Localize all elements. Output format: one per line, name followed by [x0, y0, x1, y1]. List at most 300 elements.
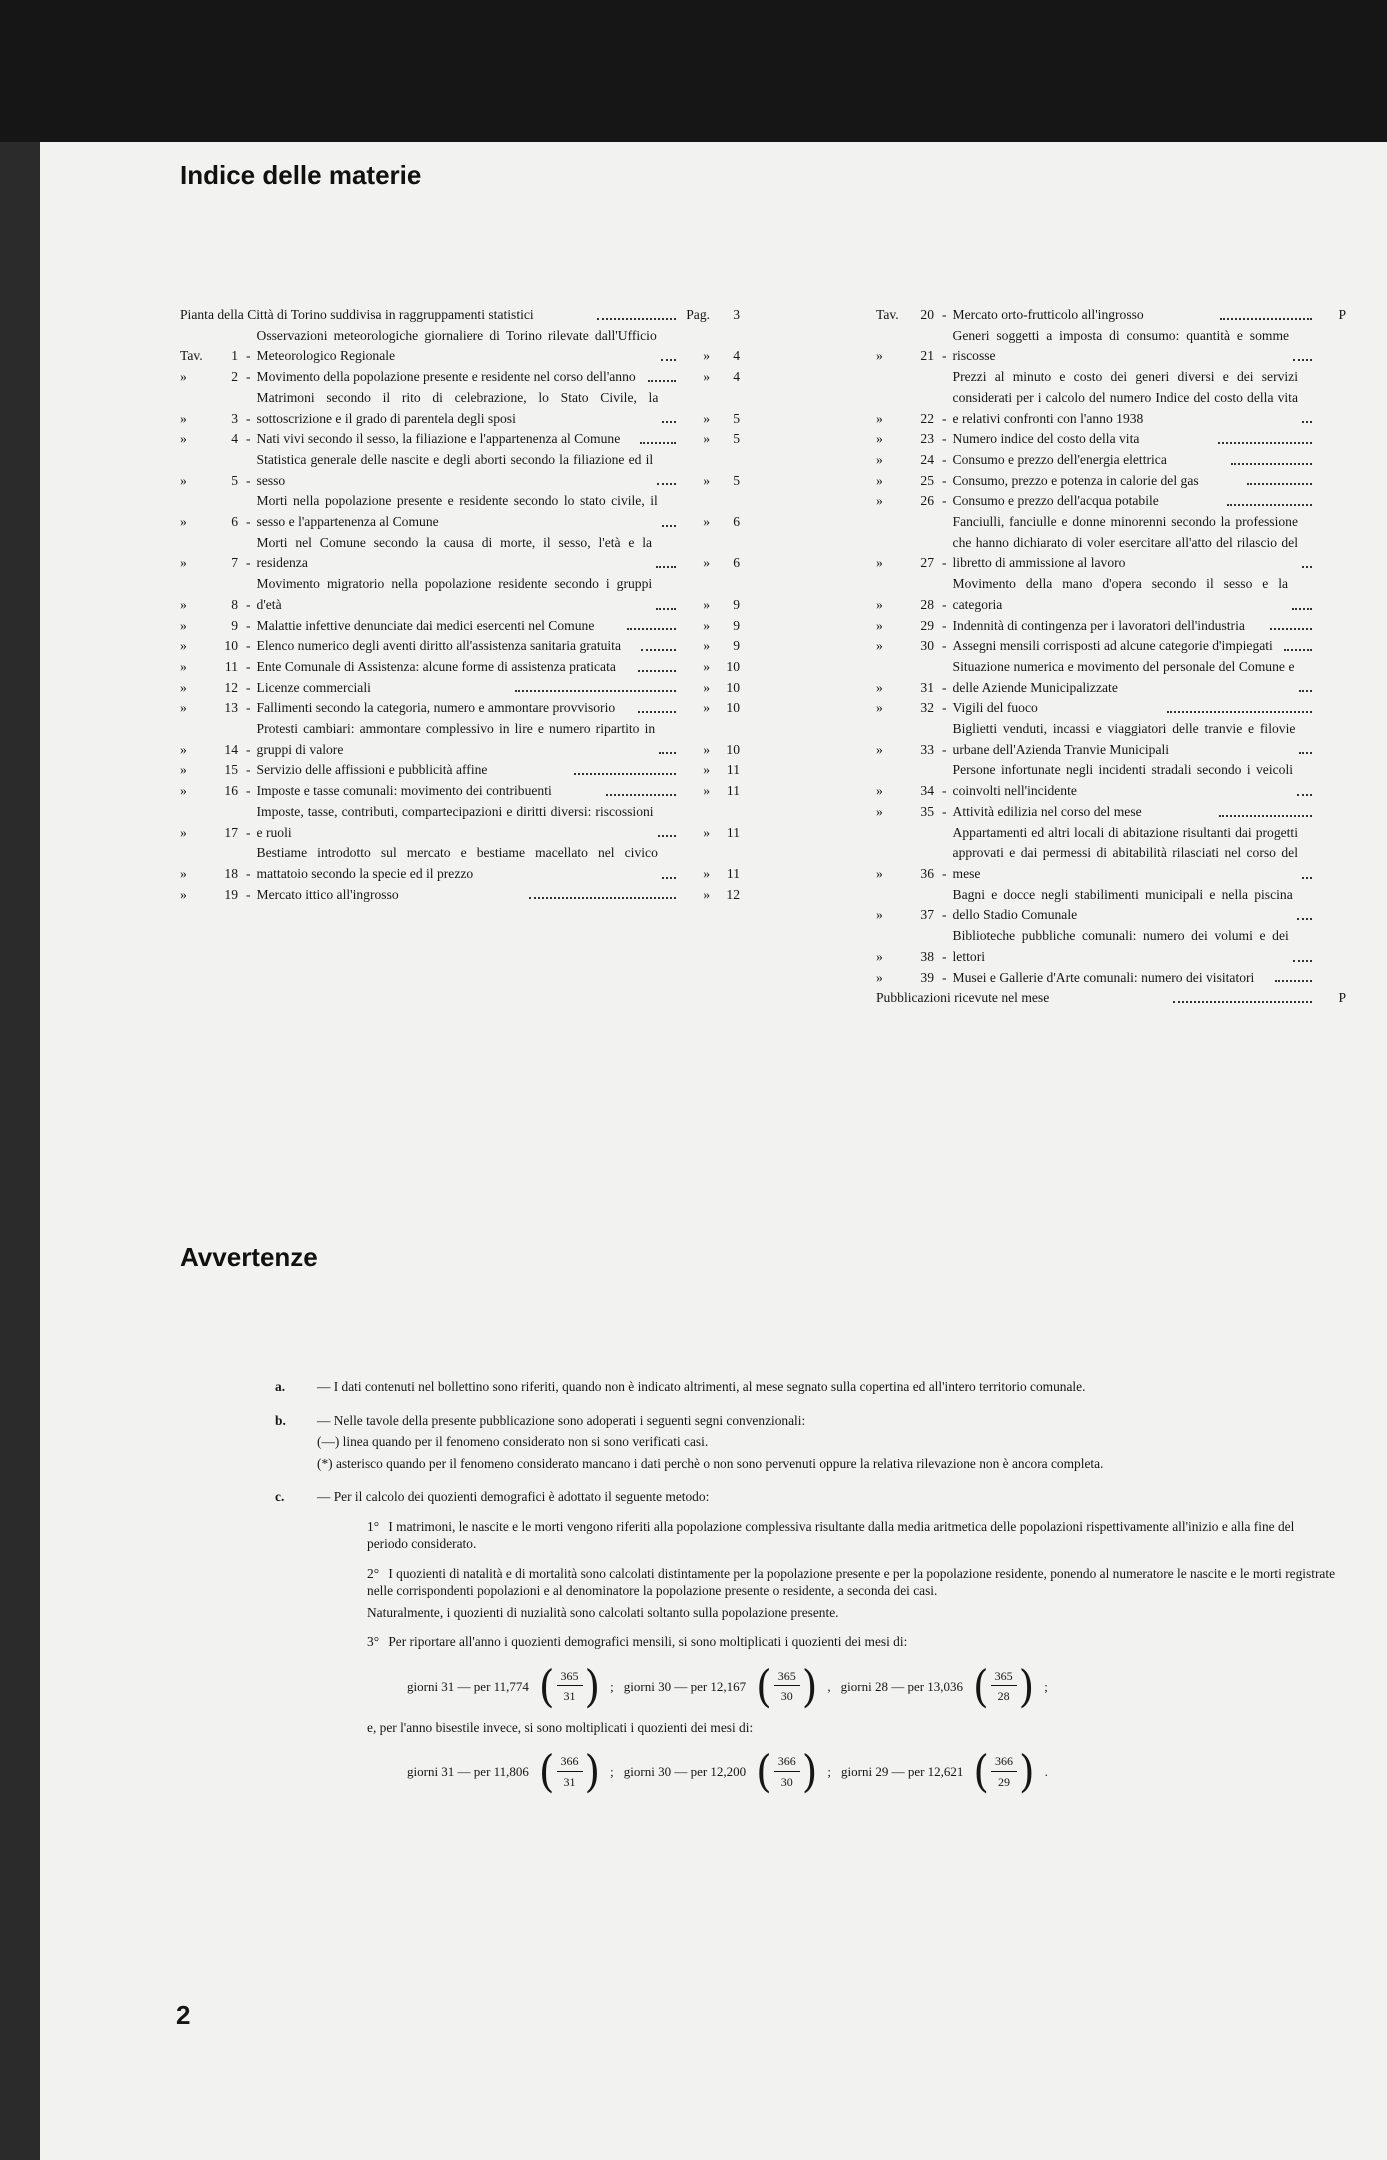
toc-page-label: »: [703, 865, 710, 881]
paren-close: ): [1018, 1661, 1035, 1712]
toc-table-number: 21: [920, 348, 934, 364]
paren-open: (: [756, 1746, 772, 1798]
toc-entry: [180, 533, 740, 574]
toc-entry: [876, 760, 1376, 801]
toc-dash: -: [246, 700, 251, 716]
toc-leader-dots: [574, 773, 676, 775]
toc-entry-title: Imposte, tasse, contributi, compartecipazioni e diritti diversi: riscossioni e ruoli: [256, 803, 654, 840]
toc-entry-prefix: [876, 698, 947, 719]
toc-entry-title: Pianta della Città di Torino suddivisa in raggruppamenti statistici: [180, 307, 534, 322]
toc-entry-title: Elenco numerico degli aventi diritto all'assistenza sanitaria gratuita: [256, 638, 621, 654]
formula-regular-year: [407, 1661, 1335, 1712]
toc-table-number: 11: [224, 658, 238, 674]
toc-page-ref: [1316, 947, 1376, 968]
toc-entry: [876, 885, 1376, 926]
fraction-stack: [774, 1753, 800, 1791]
toc-entry-prefix: [180, 595, 251, 616]
toc-page-ref: [1316, 968, 1376, 989]
note-c-3: [367, 1633, 1335, 1651]
toc-page-ref: [680, 864, 740, 885]
toc-tav-label: »: [180, 865, 187, 881]
toc-entry-prefix: [180, 698, 251, 719]
toc-tav-label: »: [180, 431, 187, 447]
fraction-stack: [991, 1753, 1017, 1791]
toc-tav-label: »: [876, 431, 883, 447]
toc-dash: -: [246, 596, 251, 612]
toc-page-number: 9: [733, 638, 741, 654]
toc-entry: [876, 305, 1376, 326]
toc-table-number: 20: [920, 307, 934, 322]
fraction: [756, 1661, 818, 1712]
toc-page-ref: [1316, 450, 1376, 471]
note-letter: c.: [275, 1489, 285, 1504]
toc-table-number: 25: [920, 472, 934, 488]
fraction-stack: [557, 1753, 583, 1791]
toc-entry-title: Appartamenti ed altri locali di abitazione risultanti dai progetti approvati e dai permessi di abitabilità rilasciati nel corso del mese: [952, 824, 1298, 881]
fraction-stack: [991, 1668, 1017, 1706]
toc-dash: -: [942, 493, 947, 509]
toc-page-ref: [680, 636, 740, 657]
note-text: (*) asterisco quando per il fenomeno considerato mancano i dati perchè o non sono pervenuti oppure la relativa rilevazione non è ancora completa.: [317, 1455, 1104, 1471]
toc-page-number: 11: [726, 824, 740, 840]
toc-entry: [180, 802, 740, 843]
toc-leader-dots: [1293, 359, 1312, 361]
toc-entry-prefix: [876, 740, 947, 761]
toc-entry-prefix: [180, 346, 251, 367]
toc-leader-dots: [1299, 752, 1312, 754]
toc-dash: -: [942, 948, 947, 964]
toc-tav-label: Tav.: [876, 307, 899, 322]
toc-entry: [180, 719, 740, 760]
toc-dash: -: [942, 472, 947, 488]
toc-leader-dots: [1292, 608, 1312, 610]
toc-leader-dots: [1297, 918, 1312, 920]
toc-page-ref: [1316, 491, 1376, 512]
toc-entry-title: Generi soggetti a imposta di consumo: quantità e somme riscosse: [952, 327, 1290, 364]
toc-table-number: 39: [920, 969, 934, 985]
toc-dash: -: [246, 410, 251, 426]
notes-title: Avvertenze: [180, 1242, 318, 1272]
toc-entry: [876, 491, 1376, 512]
toc-leader-dots: [597, 318, 676, 320]
toc-entry-title: Movimento della popolazione presente e residente nel corso dell'anno: [256, 369, 636, 385]
toc-entry-title: Morti nel Comune secondo la causa di morte, il sesso, l'età e la residenza: [256, 534, 653, 571]
toc-page-ref: [1316, 305, 1376, 326]
note-b: [275, 1412, 1335, 1477]
toc-table-number: 36: [920, 865, 934, 881]
toc-page-number: 11: [726, 783, 741, 799]
toc-entry: [180, 760, 740, 781]
toc-entry: [180, 326, 740, 367]
toc-dash: -: [942, 348, 947, 364]
toc-entry-title: Licenze commerciali: [256, 679, 371, 695]
toc-page-number: 9: [733, 596, 740, 612]
formula-separator: ;: [827, 1764, 832, 1780]
toc-table-number: 7: [231, 555, 238, 571]
fraction-denominator: 29: [998, 1774, 1011, 1789]
toc-table-number: 32: [920, 700, 934, 716]
toc-leader-dots: [1167, 711, 1312, 713]
toc-table-number: 10: [224, 638, 238, 654]
toc-page-number: 5: [733, 410, 740, 426]
toc-leader-dots: [515, 690, 676, 692]
toc-page-ref: [1316, 471, 1376, 492]
toc-entry-title: Biblioteche pubbliche comunali: numero dei volumi e dei lettori: [952, 928, 1289, 964]
toc-entry: [876, 450, 1376, 471]
toc-entry-prefix: [180, 636, 251, 657]
toc-leader-dots: [1220, 318, 1312, 320]
formula-separator: ;: [610, 1678, 614, 1694]
toc-leader-dots: [659, 752, 676, 754]
toc-entry-title: Movimento della mano d'opera secondo il sesso e la categoria: [952, 576, 1289, 612]
fraction-stack: [774, 1668, 800, 1706]
toc-entry-title: Assegni mensili corrisposti ad alcune categorie d'impiegati: [952, 638, 1273, 654]
toc-page-number: 9: [733, 617, 741, 633]
toc-dash: -: [942, 907, 947, 923]
toc-entry-prefix: [876, 471, 947, 492]
fraction-denominator: 28: [997, 1689, 1010, 1703]
toc-page-number: 11: [726, 762, 740, 778]
toc-tav-label: »: [180, 596, 187, 612]
toc-page-label: »: [703, 658, 711, 674]
toc-entry-prefix: [180, 885, 251, 906]
toc-page-ref: [680, 781, 740, 802]
toc-entry-prefix: [180, 760, 251, 781]
toc-entry-prefix: [876, 450, 947, 471]
toc-page-ref: [680, 471, 740, 492]
toc-entry-prefix: [876, 429, 947, 450]
fraction-numerator: 366: [557, 1753, 583, 1772]
toc-dash: -: [246, 886, 251, 902]
toc-dash: -: [246, 741, 251, 757]
toc-table-number: 38: [920, 948, 934, 964]
fraction-denominator: 31: [563, 1689, 576, 1703]
toc-page-ref: [680, 616, 740, 637]
scan-border-left: [0, 142, 40, 2160]
note-text: — Nelle tavole della presente pubblicazione sono adoperati i seguenti segni convenzionali:: [317, 1412, 806, 1428]
note-text: (—) linea quando per il fenomeno considerato non si sono verificati casi.: [317, 1434, 709, 1449]
toc-dash: -: [246, 824, 251, 840]
toc-entry: [180, 698, 740, 719]
fraction: [538, 1746, 601, 1798]
formula-label: giorni 28 — per 13,036: [840, 1678, 964, 1694]
toc-entry-prefix: [876, 553, 947, 574]
toc-entry-title: Musei e Gallerie d'Arte comunali: numero dei visitatori: [952, 969, 1255, 985]
toc-leader-dots: [627, 628, 676, 630]
toc-tav-label: »: [876, 948, 883, 964]
toc-entry-prefix: [180, 781, 251, 802]
toc-page-ref: [1316, 864, 1376, 885]
toc-right-column: [876, 305, 1376, 1009]
note-letter: a.: [275, 1379, 286, 1394]
toc-leader-dots: [640, 442, 676, 444]
toc-page-label: »: [703, 410, 710, 426]
fraction-numerator: 365: [557, 1668, 583, 1687]
toc-dash: -: [246, 638, 251, 654]
toc-table-number: 6: [231, 514, 238, 530]
toc-table-number: 27: [920, 555, 934, 571]
toc-dash: -: [942, 783, 947, 799]
toc-entry-prefix: [876, 678, 947, 699]
toc-table-number: 13: [224, 700, 238, 716]
toc-page-label: »: [703, 472, 710, 488]
toc-table-number: 23: [920, 431, 934, 447]
toc-entry-title: Consumo, prezzo e potenza in calorie del gas: [952, 472, 1199, 488]
formula-separator: ;: [1044, 1678, 1048, 1694]
toc-entry-prefix: [876, 864, 947, 885]
toc-table-number: 2: [231, 369, 238, 385]
toc-table-number: 1: [231, 348, 238, 364]
note-text: Naturalmente, i quozienti di nuzialità sono calcolati soltanto sulla popolazione presente.: [367, 1604, 839, 1620]
paren-close: ): [584, 1746, 601, 1798]
toc-page-label: »: [703, 679, 711, 695]
toc-dash: -: [942, 700, 947, 716]
toc-tav-label: »: [876, 348, 883, 364]
toc-entry-title: Mercato ittico all'ingrosso: [256, 886, 399, 902]
toc-dash: -: [942, 307, 947, 322]
toc-entry: [876, 367, 1376, 429]
toc-dash: -: [246, 431, 251, 447]
toc-page-number: 6: [733, 514, 740, 530]
toc-page-ref: [680, 346, 740, 367]
toc-leader-dots: [656, 608, 676, 610]
toc-table-number: 15: [224, 762, 238, 778]
note-text: Per riportare all'anno i quozienti demografici mensili, si sono moltiplicati i quozienti dei mesi di:: [388, 1634, 908, 1649]
toc-page-label: P: [1338, 990, 1347, 1006]
toc-page-label: »: [703, 741, 710, 757]
toc-entry: [180, 367, 740, 388]
toc-page-ref: [680, 367, 740, 388]
toc-entry-title: Consumo e prezzo dell'energia elettrica: [952, 451, 1167, 467]
toc-page-ref: [680, 760, 740, 781]
toc-leader-dots: [1302, 421, 1312, 423]
toc-page-ref: [680, 595, 740, 616]
toc-entry-prefix: [180, 553, 251, 574]
toc-tav-label: »: [876, 638, 883, 654]
notes-section: [275, 1378, 1335, 1812]
toc-tav-label: »: [876, 679, 883, 695]
toc-page-label: »: [703, 762, 710, 778]
toc-entry-prefix: [180, 678, 251, 699]
toc-entry-title: Morti nella popolazione presente e residente secondo lo stato civile, il sesso e l'appartenenza al Comune: [256, 493, 658, 530]
toc-dash: -: [942, 679, 947, 695]
toc-dash: -: [942, 617, 947, 633]
toc-page-ref: [1316, 346, 1376, 367]
toc-table-number: 4: [231, 431, 238, 447]
toc-entry-title: Imposte e tasse comunali: movimento dei contribuenti: [256, 783, 552, 799]
fraction-denominator: 30: [780, 1689, 793, 1703]
toc-entry: [876, 471, 1376, 492]
toc-table-number: 34: [920, 783, 934, 799]
formula-label: giorni 31 — per 11,774: [407, 1678, 529, 1694]
toc-page-number: 10: [726, 700, 740, 716]
toc-table-number: 33: [920, 741, 934, 757]
toc-entry-title: Vigili del fuoco: [952, 700, 1038, 716]
toc-leader-dots: [606, 794, 676, 796]
toc-dash: -: [942, 451, 947, 467]
toc-leader-dots: [1227, 504, 1312, 506]
toc-entry: [876, 636, 1376, 657]
toc-page-ref: [680, 305, 740, 326]
toc-table-number: 12: [224, 679, 238, 695]
paren-open: (: [973, 1746, 990, 1798]
toc-entry-prefix: [180, 429, 251, 450]
toc-dash: -: [942, 410, 947, 426]
toc-table-number: 31: [920, 679, 934, 695]
sub-number: 1°: [367, 1518, 380, 1534]
toc-dash: -: [942, 865, 947, 881]
toc-tav-label: »: [876, 741, 883, 757]
paren-open: (: [538, 1746, 555, 1798]
toc-dash: -: [246, 679, 251, 695]
toc-dash: -: [246, 369, 251, 385]
toc-leader-dots: [1275, 980, 1312, 982]
toc-entry-title: Bagni e docce negli stabilimenti municipali e nella piscina dello Stadio Comunale: [952, 886, 1293, 923]
toc-page-ref: [680, 409, 740, 430]
toc-entry-title: Ente Comunale di Assistenza: alcune forme di assistenza praticata: [256, 658, 616, 674]
toc-dash: -: [942, 803, 947, 819]
toc-dash: -: [942, 596, 947, 612]
formula-label: giorni 31 — per 11,806: [407, 1764, 529, 1780]
toc-table-number: 28: [920, 596, 934, 612]
toc-entry-prefix: [876, 346, 947, 367]
note-text: — Per il calcolo dei quozienti demografici è adottato il seguente metodo:: [317, 1489, 710, 1504]
toc-table-number: 19: [224, 886, 238, 902]
toc-dash: -: [942, 969, 947, 985]
toc-entry-prefix: [876, 409, 947, 430]
paren-close: ): [584, 1661, 601, 1712]
fraction-numerator: 365: [991, 1668, 1017, 1687]
toc-dash: -: [246, 658, 251, 674]
scan-border-top: [0, 0, 1387, 142]
toc-entry: [180, 885, 740, 906]
toc-page-label: »: [703, 596, 710, 612]
toc-leader-dots: [1247, 483, 1312, 485]
toc-dash: -: [246, 348, 251, 364]
toc-leader-dots: [1293, 960, 1312, 962]
toc-tav-label: »: [180, 638, 187, 654]
fraction-stack: [557, 1668, 583, 1706]
toc-entry-prefix: [180, 616, 251, 637]
toc-page-label: »: [703, 348, 710, 364]
toc-page-number: 5: [733, 431, 741, 447]
paren-close: ): [1019, 1746, 1035, 1798]
toc-tav-label: »: [180, 410, 187, 426]
toc-leader-dots: [1299, 690, 1312, 692]
toc-entry-title: Malattie infettive denunciate dai medici esercenti nel Comune: [256, 617, 595, 633]
toc-page-number: 5: [733, 472, 740, 488]
toc-entry: [876, 823, 1376, 885]
toc-entry: [180, 450, 740, 491]
toc-page-label: »: [703, 555, 710, 571]
toc-table-number: 16: [224, 783, 238, 799]
toc-entry-prefix: [180, 657, 251, 678]
toc-entry: [876, 429, 1376, 450]
toc-tav-label: »: [876, 700, 883, 716]
toc-tav-label: »: [180, 369, 187, 385]
toc-left-column: [180, 305, 740, 905]
toc-page-ref: [1316, 905, 1376, 926]
toc-entry: [180, 388, 740, 429]
toc-table-number: 37: [920, 907, 934, 923]
toc-entry-prefix: [180, 367, 251, 388]
fraction: [538, 1661, 601, 1712]
toc-tav-label: Tav.: [180, 348, 203, 364]
toc-dash: -: [246, 865, 251, 881]
toc-entry: [180, 491, 740, 532]
toc-entry-title: Osservazioni meteorologiche giornaliere di Torino rilevate dall'Ufficio Meteorologico Regionale: [256, 327, 657, 364]
toc-entry: [876, 802, 1376, 823]
toc-table-number: 24: [920, 451, 934, 467]
toc-page-ref: [1316, 802, 1376, 823]
toc-tav-label: »: [180, 886, 187, 902]
toc-tav-label: »: [876, 555, 883, 571]
toc-table-number: 8: [231, 596, 238, 612]
toc-leader-dots: [661, 359, 676, 361]
toc-tav-label: »: [180, 741, 187, 757]
toc-tav-label: »: [876, 907, 883, 923]
toc-dash: -: [246, 783, 251, 799]
toc-page-ref: [1316, 429, 1376, 450]
toc-page-label: P: [1338, 307, 1347, 322]
toc-leader-dots: [662, 877, 676, 879]
toc-table-number: 18: [224, 865, 238, 881]
toc-entry-prefix: [876, 968, 947, 989]
note-c: [275, 1488, 1335, 1800]
formula-separator: ;: [610, 1764, 614, 1780]
paren-open: (: [973, 1661, 989, 1712]
toc-entry: [876, 512, 1376, 574]
index-title: Indice delle materie: [180, 160, 422, 190]
toc-entry-title: Pubblicazioni ricevute nel mese: [876, 990, 1050, 1006]
toc-page-ref: [680, 740, 740, 761]
toc-entry: [180, 616, 740, 637]
toc-tav-label: »: [180, 555, 187, 571]
fraction: [973, 1746, 1035, 1798]
toc-leader-dots: [648, 380, 676, 382]
toc-tav-label: »: [876, 493, 883, 509]
note-text: e, per l'anno bisestile invece, si sono moltiplicati i quozienti dei mesi di:: [367, 1719, 754, 1735]
fraction-numerator: 365: [774, 1668, 800, 1687]
toc-entry-title: Protesti cambiari: ammontare complessivo in lire e numero ripartito in gruppi di valore: [256, 721, 656, 757]
toc-table-number: 29: [920, 617, 934, 633]
toc-entry-prefix: [180, 471, 251, 492]
toc-entry-title: Mercato orto-frutticolo all'ingrosso: [952, 307, 1144, 322]
toc-entry: [180, 305, 740, 326]
toc-entry: [876, 574, 1376, 615]
toc-page-ref: [1316, 616, 1376, 637]
toc-entry-title: Servizio delle affissioni e pubblicità affine: [256, 762, 488, 778]
toc-entry-prefix: [876, 802, 947, 823]
toc-leader-dots: [641, 649, 677, 651]
toc-table-number: 14: [224, 741, 238, 757]
toc-leader-dots: [1219, 815, 1312, 817]
toc-tav-label: »: [876, 969, 883, 985]
toc-entry-prefix: [180, 823, 251, 844]
toc-page-ref: [1316, 678, 1376, 699]
toc-entry-title: Numero indice del costo della vita: [952, 431, 1140, 447]
toc-entry-prefix: [180, 512, 251, 533]
toc-page-ref: [1316, 553, 1376, 574]
toc-entry: [180, 636, 740, 657]
toc-page-label: »: [703, 700, 710, 716]
toc-tav-label: »: [876, 865, 883, 881]
sub-number: 3°: [367, 1634, 380, 1649]
toc-page-ref: [1316, 781, 1376, 802]
toc-page-number: 6: [733, 555, 740, 571]
toc-leader-dots: [1218, 442, 1312, 444]
toc-entry-prefix: [180, 740, 251, 761]
